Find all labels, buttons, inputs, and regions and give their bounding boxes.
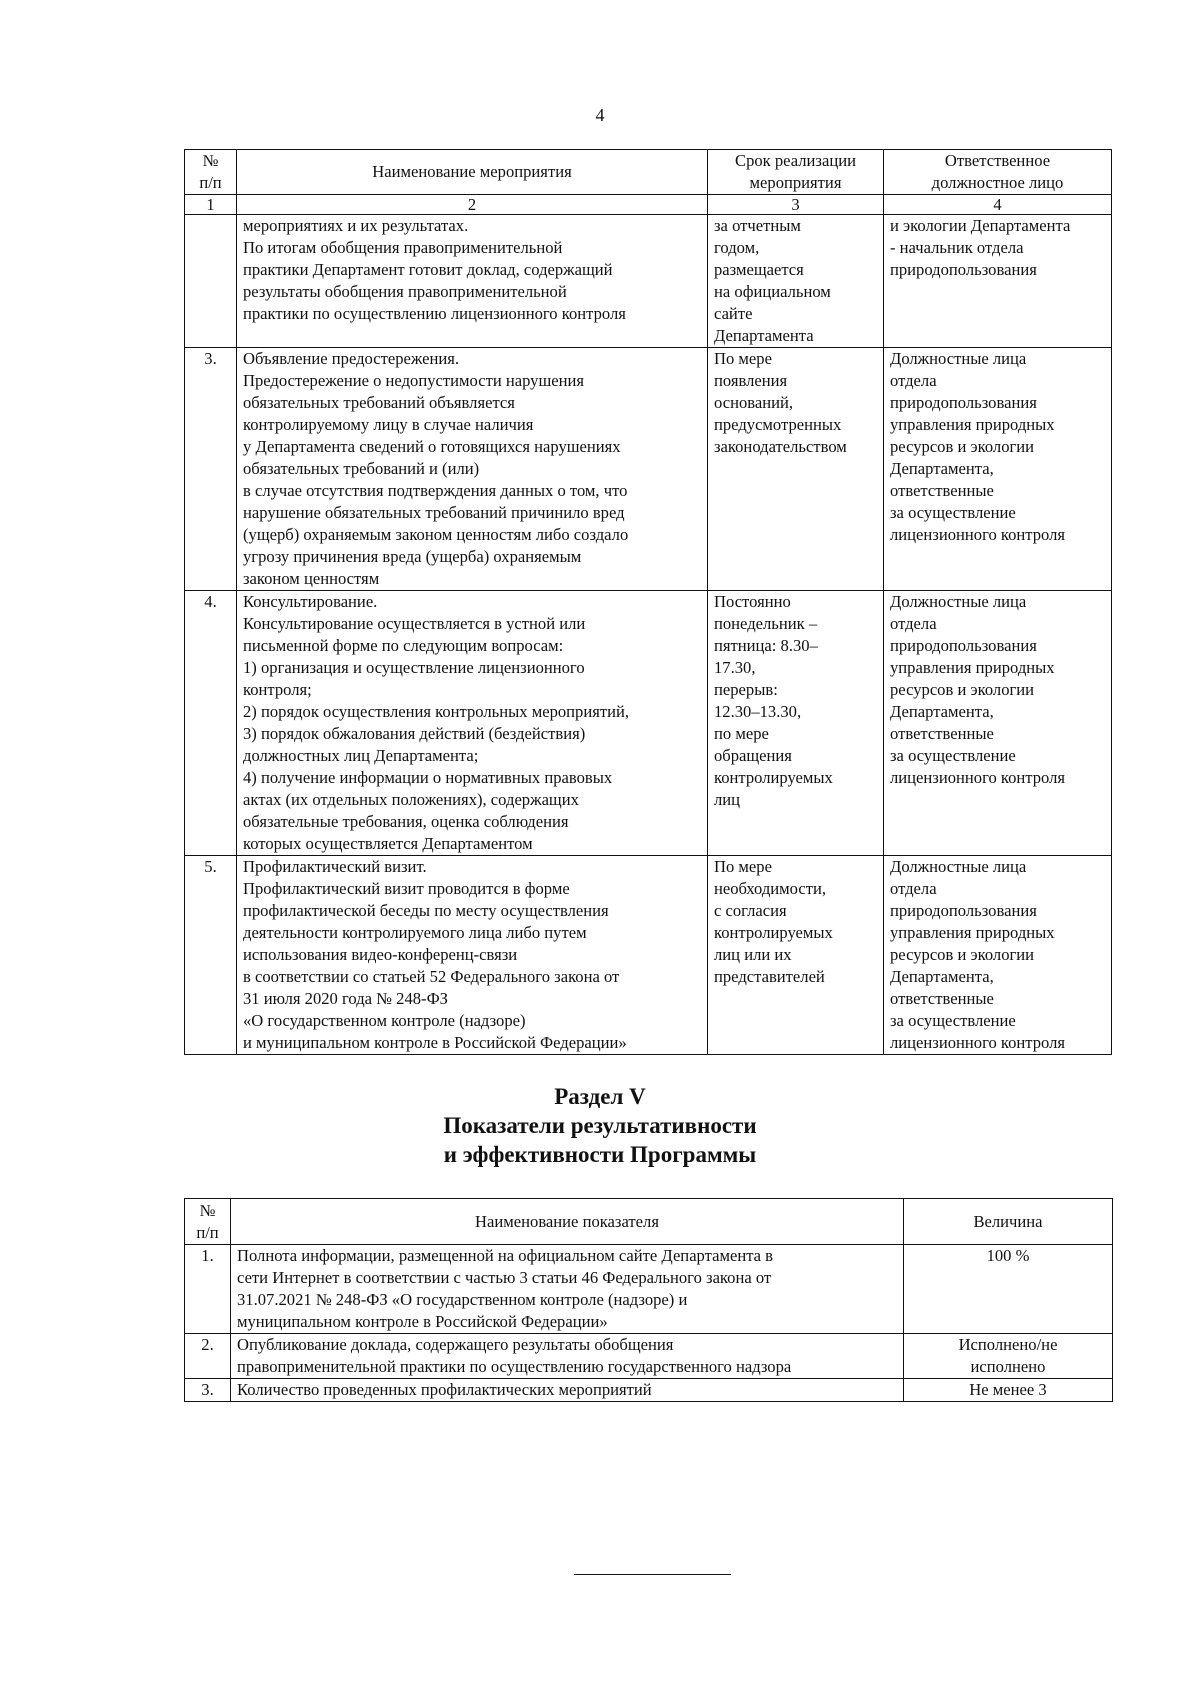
activity-name bbox=[237, 591, 708, 856]
activity-responsible-line: ответственные bbox=[890, 724, 994, 743]
indicator-num: 3. bbox=[185, 1379, 231, 1402]
indicator-num: 1. bbox=[185, 1245, 231, 1334]
activity-responsible-line: - начальник отдела bbox=[890, 238, 1024, 257]
indicator-num: 2. bbox=[185, 1334, 231, 1379]
activity-responsible-line: Департамента, bbox=[890, 702, 994, 721]
indicator-value bbox=[904, 1334, 1113, 1379]
header-value: Величина bbox=[904, 1199, 1113, 1245]
activity-term-line: размещается bbox=[714, 260, 804, 279]
activity-name bbox=[237, 215, 708, 348]
activity-name-line: актах (их отдельных положениях), содержащих bbox=[243, 790, 579, 809]
activity-term bbox=[708, 856, 884, 1055]
activity-name-line: должностных лиц Департамента; bbox=[243, 746, 479, 765]
activity-name-line: Профилактический визит. bbox=[243, 857, 427, 876]
header-indicator-name: Наименование показателя bbox=[231, 1199, 904, 1245]
indicator-name-line: Опубликование доклада, содержащего результаты обобщения bbox=[237, 1335, 674, 1354]
activity-row bbox=[185, 591, 1112, 856]
activity-name-line: обязательные требования, оценка соблюдения bbox=[243, 812, 569, 831]
activity-name-line: 4) получение информации о нормативных правовых bbox=[243, 768, 613, 787]
activity-term-line: Департамента bbox=[714, 326, 814, 345]
header-num: № п/п bbox=[185, 1199, 231, 1245]
activity-term-line: законодательством bbox=[714, 437, 847, 456]
activity-term-line: на официальном bbox=[714, 282, 831, 301]
activity-term-line: необходимости, bbox=[714, 879, 827, 898]
activity-responsible-line: ресурсов и экологии bbox=[890, 945, 1035, 964]
activity-term-line: представителей bbox=[714, 967, 825, 986]
activity-name-line: в соответствии со статьей 52 Федерального закона от bbox=[243, 967, 620, 986]
section-title-line1: Показатели результативности bbox=[443, 1113, 757, 1138]
indicator-row bbox=[185, 1334, 1113, 1379]
activity-name-line: По итогам обобщения правоприменительной bbox=[243, 238, 563, 257]
section-number: Раздел V bbox=[554, 1084, 646, 1109]
activity-term-line: лиц или их bbox=[714, 945, 792, 964]
activity-responsible-line: за осуществление bbox=[890, 1011, 1016, 1030]
activity-name-line: обязательных требований объявляется bbox=[243, 393, 515, 412]
column-number: 2 bbox=[237, 195, 708, 215]
activity-term bbox=[708, 215, 884, 348]
indicator-name-line: Полнота информации, размещенной на официальном сайте Департамента в bbox=[237, 1246, 773, 1265]
activity-responsible bbox=[884, 348, 1112, 591]
activity-term-line: 12.30–13.30, bbox=[714, 702, 802, 721]
indicator-value-line: исполнено bbox=[970, 1357, 1046, 1376]
indicator-name-line: 31.07.2021 № 248-ФЗ «О государственном контроле (надзоре) и bbox=[237, 1290, 688, 1309]
closing-rule bbox=[574, 1574, 731, 1575]
activity-name-line: (ущерб) охраняемым законом ценностям либо создало bbox=[243, 525, 629, 544]
activity-term-line: По мере bbox=[714, 857, 772, 876]
activity-name-line: «О государственном контроле (надзоре) bbox=[243, 1011, 526, 1030]
indicator-value-line: Исполнено/не bbox=[958, 1335, 1058, 1354]
activity-name-line: контроля; bbox=[243, 680, 312, 699]
activity-responsible-line: природопользования bbox=[890, 901, 1037, 920]
activity-responsible-line: управления природных bbox=[890, 658, 1055, 677]
activity-term-line: по мере bbox=[714, 724, 769, 743]
activity-num: 5. bbox=[185, 856, 237, 1055]
activity-name-line: 2) порядок осуществления контрольных мероприятий, bbox=[243, 702, 630, 721]
header-num: № п/п bbox=[185, 150, 237, 195]
header-term: Срок реализации мероприятия bbox=[708, 150, 884, 195]
activity-row bbox=[185, 856, 1112, 1055]
activity-responsible-line: природопользования bbox=[890, 393, 1037, 412]
activity-term-line: Постоянно bbox=[714, 592, 791, 611]
activity-row bbox=[185, 348, 1112, 591]
activity-responsible-line: природопользования bbox=[890, 636, 1037, 655]
activity-term-line: контролируемых bbox=[714, 923, 833, 942]
activity-term-line: оснований, bbox=[714, 393, 794, 412]
activity-responsible-line: ответственные bbox=[890, 481, 994, 500]
activity-name-line: которых осуществляется Департаментом bbox=[243, 834, 533, 853]
activity-term-line: 17.30, bbox=[714, 658, 756, 677]
activity-responsible-line: ответственные bbox=[890, 989, 994, 1008]
indicator-value bbox=[904, 1245, 1113, 1334]
activity-name-line: мероприятиях и их результатах. bbox=[243, 216, 469, 235]
activity-responsible-line: Должностные лица bbox=[890, 349, 1027, 368]
activity-term-line: сайте bbox=[714, 304, 753, 323]
activity-responsible-line: лицензионного контроля bbox=[890, 768, 1066, 787]
page-number: 4 bbox=[595, 105, 605, 125]
activity-responsible-line: природопользования bbox=[890, 260, 1037, 279]
activity-responsible-line: лицензионного контроля bbox=[890, 525, 1066, 544]
activity-name-line: угрозу причинения вреда (ущерба) охраняемым bbox=[243, 547, 582, 566]
activity-name bbox=[237, 348, 708, 591]
column-numbers-row bbox=[185, 195, 1112, 215]
indicator-name-line: сети Интернет в соответствии с частью 3 статьи 46 Федерального закона от bbox=[237, 1268, 772, 1287]
activity-responsible-line: управления природных bbox=[890, 923, 1055, 942]
activity-name-line: 3) порядок обжалования действий (бездействия) bbox=[243, 724, 586, 743]
activity-term-line: появления bbox=[714, 371, 788, 390]
activity-term bbox=[708, 348, 884, 591]
activity-name-line: Объявление предостережения. bbox=[243, 349, 460, 368]
activities-table-header bbox=[185, 150, 1112, 195]
indicator-value bbox=[904, 1379, 1113, 1402]
activity-name-line: профилактической беседы по месту осуществления bbox=[243, 901, 609, 920]
activity-term-line: годом, bbox=[714, 238, 760, 257]
activity-term-line: за отчетным bbox=[714, 216, 801, 235]
column-number: 1 bbox=[185, 195, 237, 215]
indicator-name-line: правоприменительной практики по осуществлению государственного надзора bbox=[237, 1357, 792, 1376]
activity-responsible-line: Должностные лица bbox=[890, 592, 1027, 611]
indicators-table bbox=[184, 1198, 1113, 1402]
activity-term bbox=[708, 591, 884, 856]
activity-name-line: контролируемому лицу в случае наличия bbox=[243, 415, 534, 434]
activity-name-line: практики Департамент готовит доклад, содержащий bbox=[243, 260, 613, 279]
activity-responsible-line: Должностные лица bbox=[890, 857, 1027, 876]
activity-name-line: у Департамента сведений о готовящихся нарушениях bbox=[243, 437, 621, 456]
indicator-name-line: муниципальном контроле в Российской Федерации» bbox=[237, 1312, 608, 1331]
activity-responsible-line: отдела bbox=[890, 614, 937, 633]
activity-name bbox=[237, 856, 708, 1055]
activity-name-line: обязательных требований и (или) bbox=[243, 459, 480, 478]
activity-name-line: практики по осуществлению лицензионного контроля bbox=[243, 304, 626, 323]
indicator-value-line: 100 % bbox=[986, 1246, 1030, 1265]
indicator-name bbox=[231, 1379, 904, 1402]
activity-name-line: 1) организация и осуществление лицензионного bbox=[243, 658, 585, 677]
activity-term-line: По мере bbox=[714, 349, 772, 368]
activity-name-line: письменной форме по следующим вопросам: bbox=[243, 636, 564, 655]
activity-name-line: Консультирование осуществляется в устной или bbox=[243, 614, 586, 633]
activity-name-line: 31 июля 2020 года № 248-ФЗ bbox=[243, 989, 448, 1008]
indicator-name-line: Количество проведенных профилактических мероприятий bbox=[237, 1380, 652, 1399]
activity-responsible bbox=[884, 591, 1112, 856]
column-number: 3 bbox=[708, 195, 884, 215]
activity-num: 4. bbox=[185, 591, 237, 856]
activity-name-line: нарушение обязательных требований причинило вред bbox=[243, 503, 625, 522]
indicators-table-header bbox=[185, 1199, 1113, 1245]
section-heading bbox=[0, 1082, 1200, 1169]
activity-term-line: с согласия bbox=[714, 901, 787, 920]
indicator-value-line: Не менее 3 bbox=[969, 1380, 1047, 1399]
activity-name-line: Профилактический визит проводится в форме bbox=[243, 879, 570, 898]
indicator-name bbox=[231, 1245, 904, 1334]
activity-responsible-line: Департамента, bbox=[890, 967, 994, 986]
activity-num: 3. bbox=[185, 348, 237, 591]
activity-term-line: контролируемых bbox=[714, 768, 833, 787]
indicator-row bbox=[185, 1379, 1113, 1402]
column-number: 4 bbox=[884, 195, 1112, 215]
activity-responsible bbox=[884, 215, 1112, 348]
activity-responsible-line: отдела bbox=[890, 371, 937, 390]
activity-term-line: перерыв: bbox=[714, 680, 778, 699]
activity-name-line: деятельности контролируемого лица либо путем bbox=[243, 923, 587, 942]
header-name: Наименование мероприятия bbox=[237, 150, 708, 195]
activity-responsible-line: за осуществление bbox=[890, 746, 1016, 765]
activity-responsible-line: ресурсов и экологии bbox=[890, 680, 1035, 699]
activity-name-line: в случае отсутствия подтверждения данных о том, что bbox=[243, 481, 628, 500]
activity-responsible-line: управления природных bbox=[890, 415, 1055, 434]
indicator-name bbox=[231, 1334, 904, 1379]
activity-responsible bbox=[884, 856, 1112, 1055]
activity-term-line: обращения bbox=[714, 746, 792, 765]
activity-responsible-line: отдела bbox=[890, 879, 937, 898]
activities-table bbox=[184, 149, 1112, 1055]
activity-term-line: лиц bbox=[714, 790, 741, 809]
activity-name-line: Предостережение о недопустимости нарушения bbox=[243, 371, 585, 390]
header-responsible: Ответственное должностное лицо bbox=[884, 150, 1112, 195]
activity-name-line: результаты обобщения правоприменительной bbox=[243, 282, 567, 301]
activity-responsible-line: и экологии Департамента bbox=[890, 216, 1071, 235]
activity-responsible-line: ресурсов и экологии bbox=[890, 437, 1035, 456]
activity-responsible-line: за осуществление bbox=[890, 503, 1016, 522]
activity-term-line: понедельник – bbox=[714, 614, 818, 633]
activity-name-line: Консультирование. bbox=[243, 592, 378, 611]
activity-responsible-line: Департамента, bbox=[890, 459, 994, 478]
activity-num bbox=[185, 215, 237, 348]
activity-term-line: предусмотренных bbox=[714, 415, 842, 434]
activity-term-line: пятница: 8.30– bbox=[714, 636, 818, 655]
activity-row bbox=[185, 215, 1112, 348]
indicator-row bbox=[185, 1245, 1113, 1334]
activity-responsible-line: лицензионного контроля bbox=[890, 1033, 1066, 1052]
activity-name-line: законом ценностям bbox=[243, 569, 380, 588]
activity-name-line: и муниципальном контроле в Российской Федерации» bbox=[243, 1033, 627, 1052]
section-title-line2: и эффективности Программы bbox=[443, 1142, 757, 1167]
activity-name-line: использования видео-конференц-связи bbox=[243, 945, 518, 964]
